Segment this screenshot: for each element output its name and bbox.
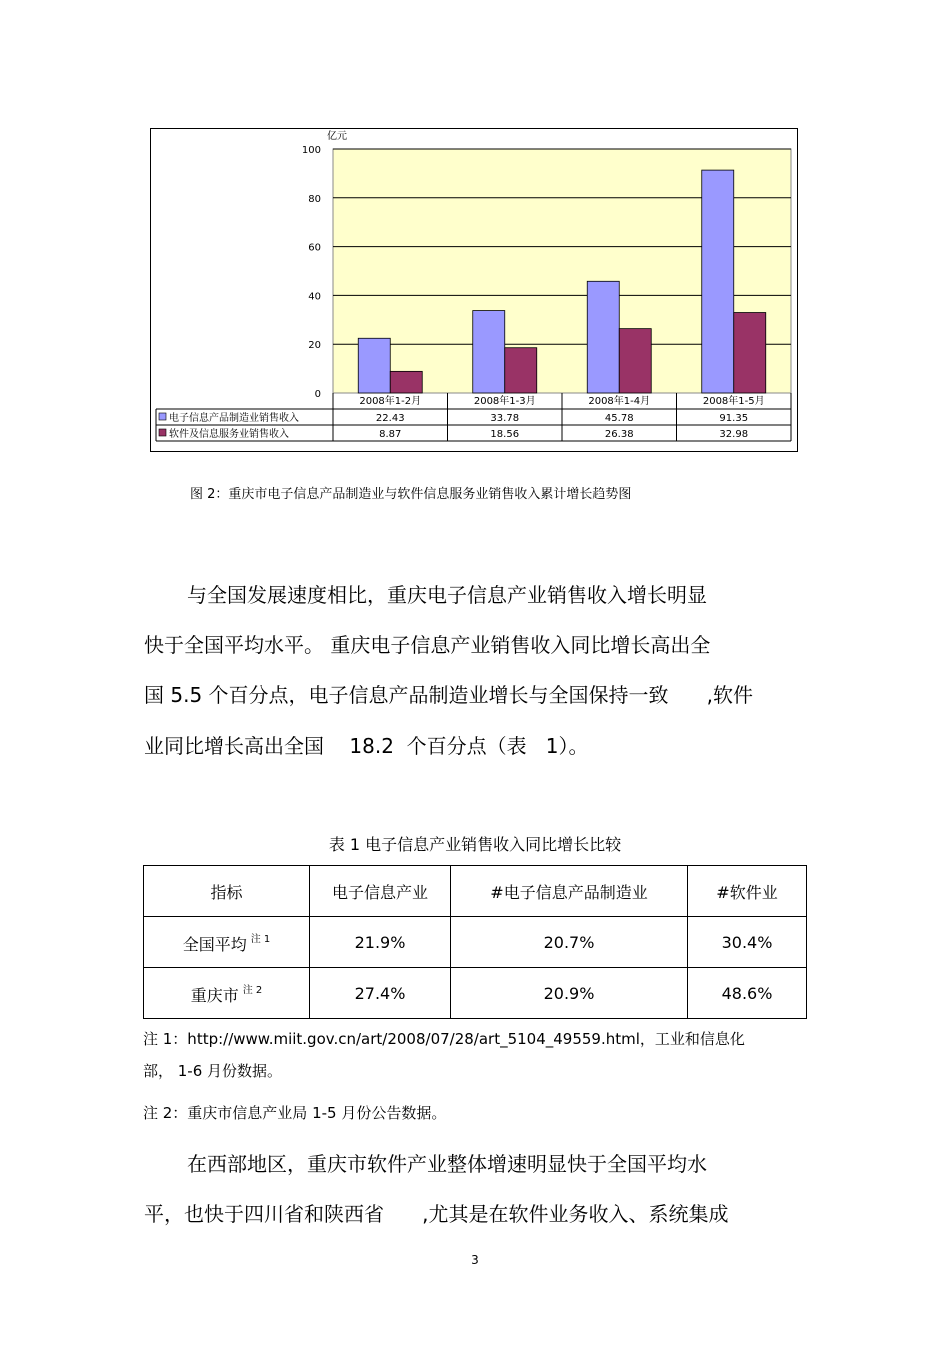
legend-series-name: 软件及信息服务业销售收入 xyxy=(169,429,289,440)
bar-manufacturing xyxy=(702,170,734,393)
data-value-label: 32.98 xyxy=(719,429,749,440)
y-tick-label: 40 xyxy=(308,291,321,303)
value-cell: 30.4% xyxy=(688,917,807,968)
bar-chart-frame xyxy=(150,128,798,452)
note-2: 注 2：重庆市信息产业局 1-5 月份公告数据。 xyxy=(143,1104,447,1122)
data-value-label: 45.78 xyxy=(604,413,634,424)
y-axis-label: 亿元 xyxy=(327,131,347,142)
data-value-label: 8.87 xyxy=(379,429,402,440)
x-category-label: 2008年1-5月 xyxy=(702,396,765,407)
paragraph2-line1: 在西部地区，重庆市软件产业整体增速明显快于全国平均水 xyxy=(187,1152,707,1176)
paragraph1-line4: 业同比增长高出全国 18.2 个百分点（表 1）。 xyxy=(144,734,589,758)
header-cell: 指标 xyxy=(144,866,310,917)
legend-swatch xyxy=(159,429,166,436)
header-cell: 电子信息产业 xyxy=(310,866,451,917)
figure-caption: 图 2：重庆市电子信息产品制造业与软件信息服务业销售收入累计增长趋势图 xyxy=(190,487,632,502)
row-note: 注 1 xyxy=(250,933,271,945)
paragraph1-line1: 与全国发展速度相比，重庆电子信息产业销售收入增长明显 xyxy=(187,583,707,607)
value-cell: 21.9% xyxy=(310,917,451,968)
data-value-label: 18.56 xyxy=(490,429,520,440)
y-tick-label: 60 xyxy=(308,242,321,254)
value-cell: 20.9% xyxy=(451,968,688,1019)
bar-software xyxy=(734,313,766,393)
row-label: 全国平均 xyxy=(182,934,247,954)
row-label-cell xyxy=(144,968,310,1019)
x-category-label: 2008年1-4月 xyxy=(588,396,651,407)
table-header-row xyxy=(144,866,807,917)
bar-manufacturing xyxy=(587,281,619,393)
value-cell: 27.4% xyxy=(310,968,451,1019)
row-note: 注 2 xyxy=(242,984,263,996)
bar-manufacturing xyxy=(473,311,505,393)
value-cell: 20.7% xyxy=(451,917,688,968)
y-tick-label: 80 xyxy=(308,193,321,205)
y-tick-label: 0 xyxy=(314,389,321,400)
page-number: 3 xyxy=(471,1253,479,1267)
bar-software xyxy=(390,371,422,393)
header-cell: #软件业 xyxy=(688,866,807,917)
header-cell: #电子信息产品制造业 xyxy=(451,866,688,917)
bar-software xyxy=(505,348,537,393)
bar-manufacturing xyxy=(358,338,390,393)
bar-software xyxy=(619,329,651,393)
table-caption: 表 1 电子信息产业销售收入同比增长比较 xyxy=(328,835,622,854)
data-value-label: 91.35 xyxy=(719,413,749,424)
data-value-label: 26.38 xyxy=(604,429,634,440)
legend-series-name: 电子信息产品制造业销售收入 xyxy=(169,413,299,424)
data-value-label: 22.43 xyxy=(375,413,405,424)
x-category-label: 2008年1-2月 xyxy=(359,396,422,407)
data-value-label: 33.78 xyxy=(490,413,520,424)
value-cell: 48.6% xyxy=(688,968,807,1019)
y-tick-label: 100 xyxy=(301,145,321,156)
x-category-label: 2008年1-3月 xyxy=(473,396,536,407)
note-1-line2: 部， 1-6 月份数据。 xyxy=(143,1062,283,1080)
bar-chart xyxy=(151,129,799,453)
row-label-cell xyxy=(144,917,310,968)
table-row xyxy=(144,917,807,968)
paragraph1-line3: 国 5.5 个百分点，电子信息产品制造业增长与全国保持一致 ,软件 xyxy=(144,683,754,707)
table-row xyxy=(144,968,807,1019)
y-tick-label: 20 xyxy=(308,340,321,352)
comparison-table xyxy=(143,865,807,1019)
note-1-line1: 注 1：http://www.miit.gov.cn/art/2008/07/28/art_5104_49559.html，工业和信息化 xyxy=(143,1030,745,1048)
paragraph1-line2: 快于全国平均水平。 重庆电子信息产业销售收入同比增长高出全 xyxy=(144,633,711,657)
legend-swatch xyxy=(159,413,166,420)
paragraph2-line2: 平，也快于四川省和陕西省 ,尤其是在软件业务收入、系统集成 xyxy=(144,1202,729,1226)
row-label: 重庆市 xyxy=(190,985,239,1005)
